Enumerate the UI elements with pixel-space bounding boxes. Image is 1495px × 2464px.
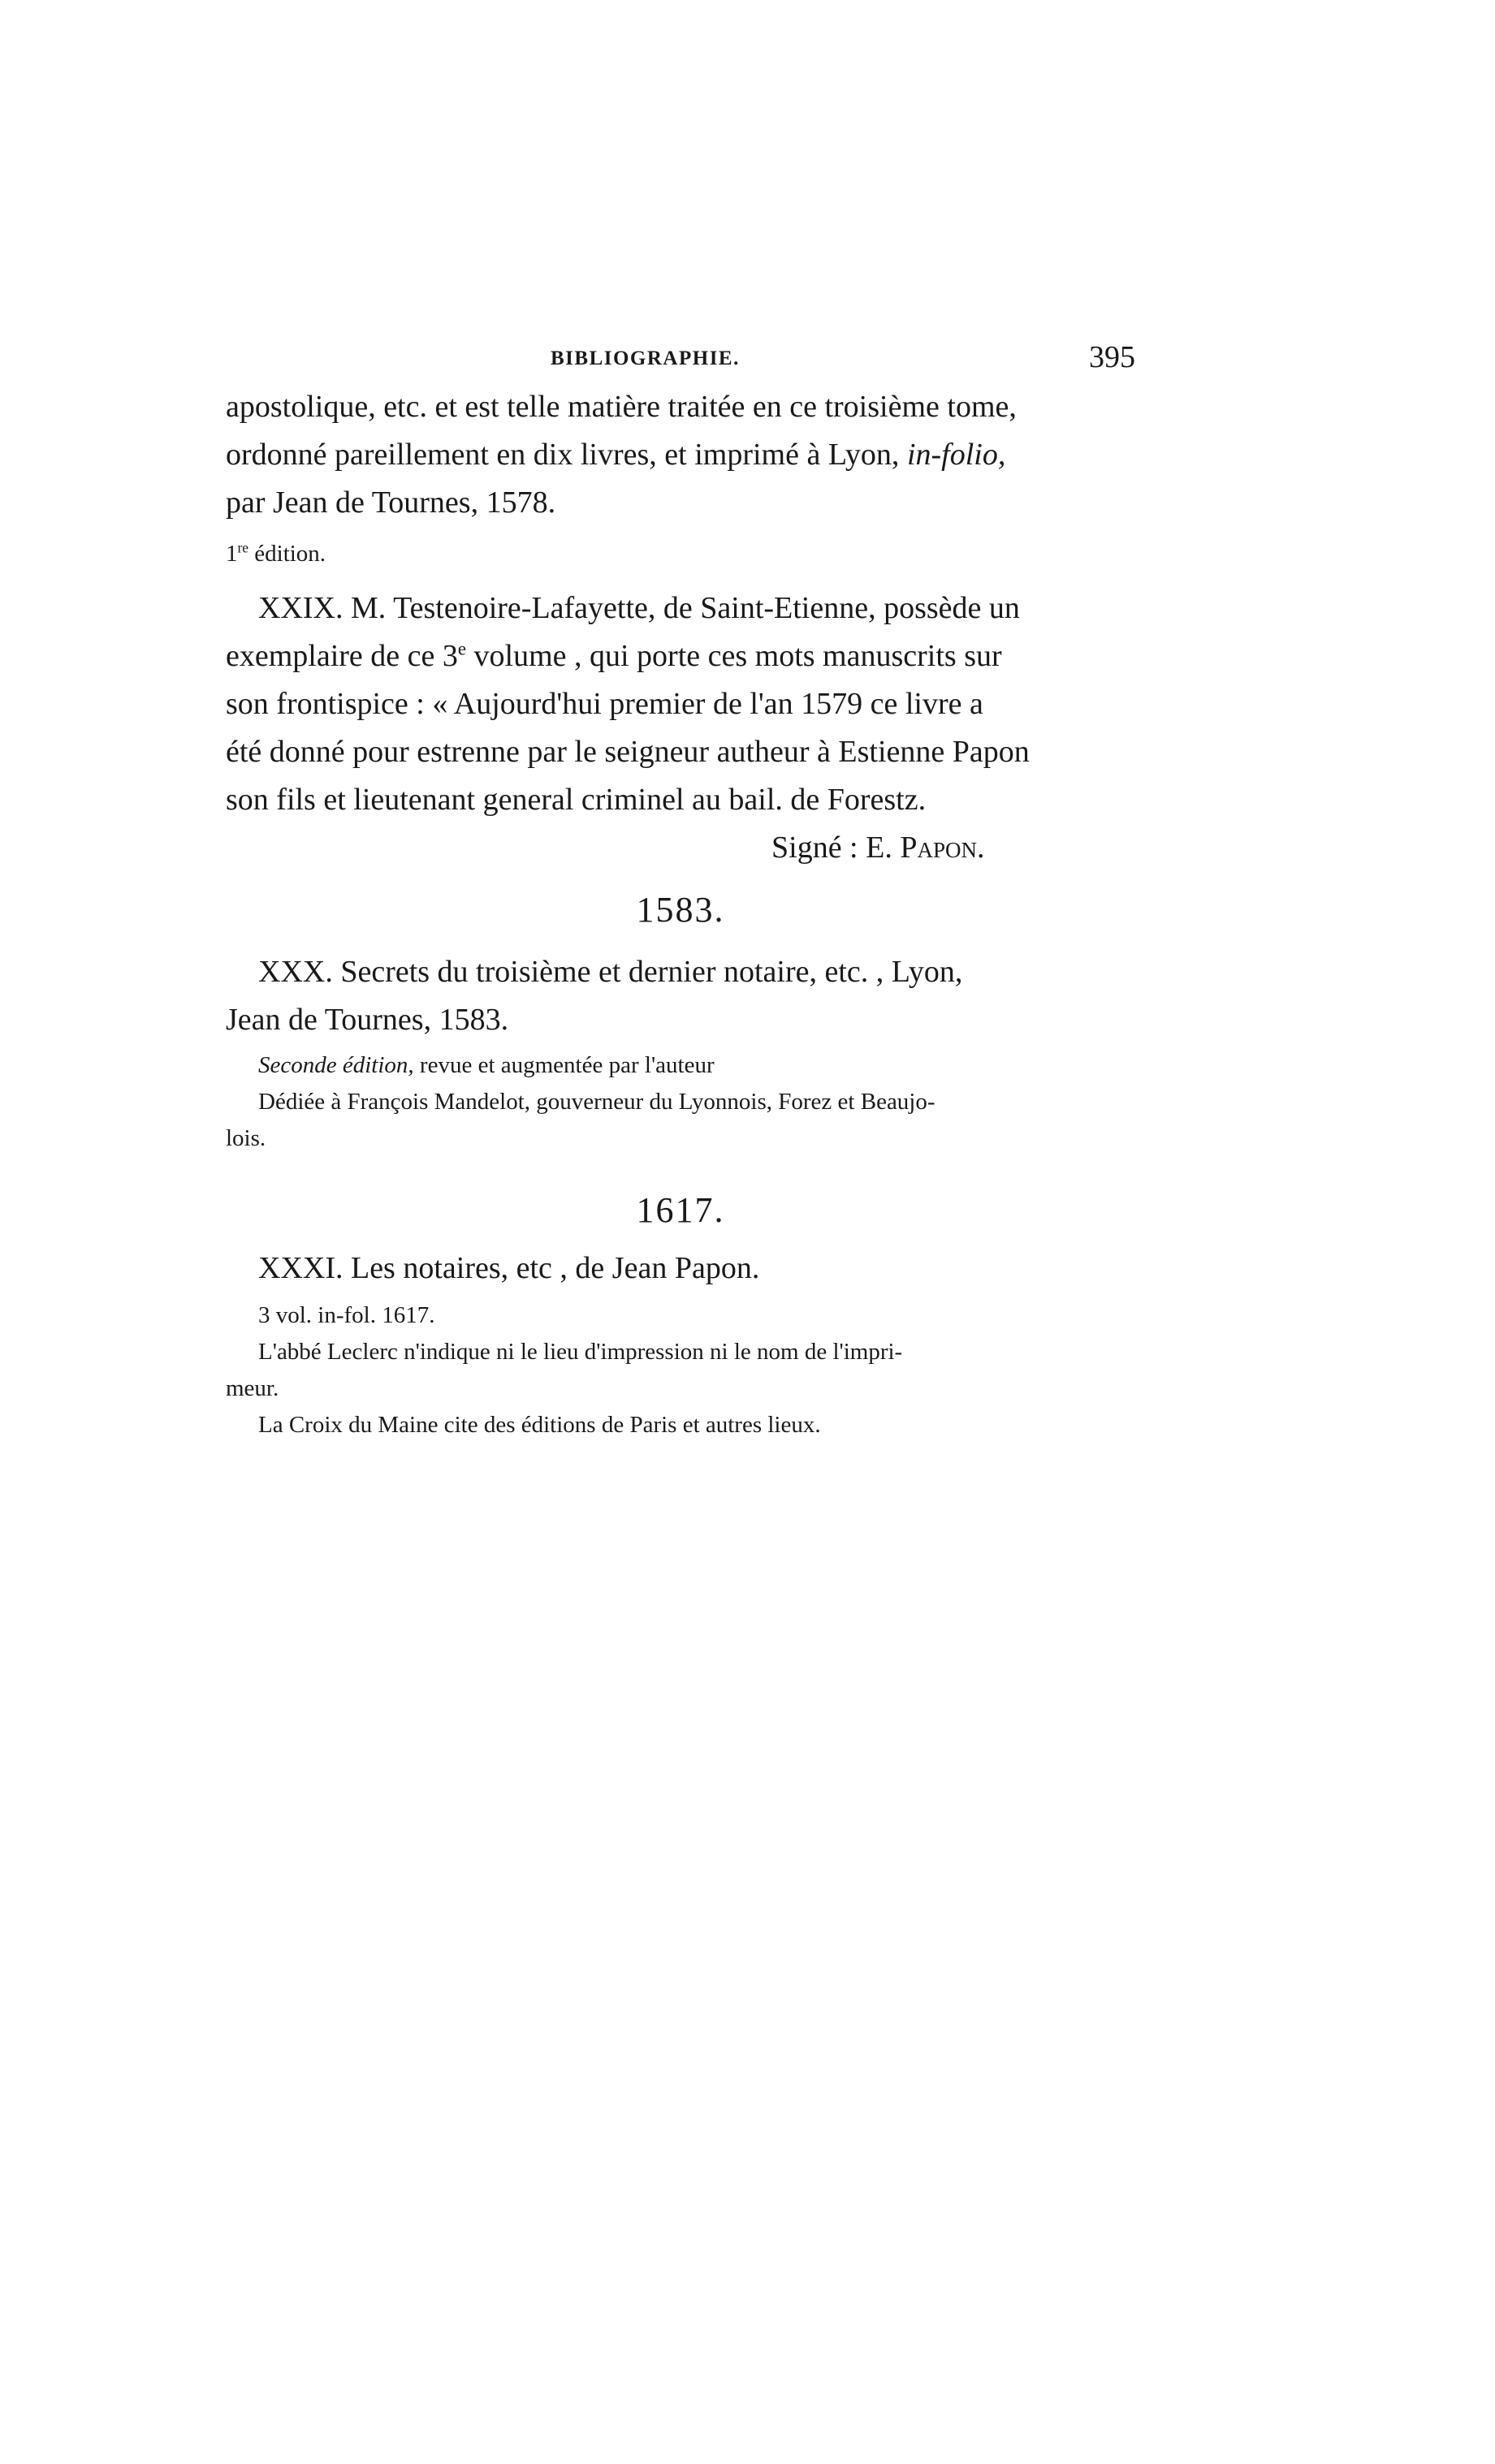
running-head: BIBLIOGRAPHIE. <box>551 347 740 369</box>
text-line: son frontispice : « Aujourd'hui premier de l'an 1579 ce livre a <box>226 687 983 721</box>
page-number: 395 <box>1089 340 1135 374</box>
text-line: XXX. Secrets du troisième et dernier notaire, etc. , Lyon, <box>258 955 963 989</box>
text-line <box>226 431 1135 479</box>
year-heading-1617: 1617. <box>636 1190 725 1230</box>
signature-line <box>771 830 984 865</box>
entry-xxviii-text <box>226 383 1135 527</box>
text-line: apostolique, etc. et est telle matière traitée en ce troisième tome, <box>226 390 1017 424</box>
text-line <box>226 632 1135 680</box>
note-line: meur. <box>226 1375 279 1401</box>
edition-number: 1 <box>226 541 238 567</box>
text-line: été donné pour estrenne par le seigneur autheur à Estienne Papon <box>226 735 1030 769</box>
text-line: Jean de Tournes, 1583. <box>226 1003 509 1037</box>
italic-span: Seconde édition, <box>258 1052 414 1078</box>
signature-prefix: Signé : E. <box>771 831 901 865</box>
entry-xxx-notes <box>226 1047 1135 1157</box>
edition-superscript: re <box>237 539 249 556</box>
entry-xxxi-notes <box>226 1297 1135 1443</box>
note-line: Dédiée à François Mandelot, gouverneur du Lyonnois, Forez et Beaujo- <box>258 1089 935 1115</box>
text-line: XXIX. M. Testenoire-Lafayette, de Saint-Etienne, possède un <box>258 591 1020 625</box>
edition-label: édition. <box>248 541 326 567</box>
text-line: son fils et lieutenant general criminel au bail. de Forestz. <box>226 783 927 817</box>
note-line: 3 vol. in-fol. 1617. <box>258 1302 435 1328</box>
entry-xxx-text <box>226 948 1135 1044</box>
note-line <box>226 1047 1135 1084</box>
text-line: XXXI. Les notaires, etc , de Jean Papon. <box>258 1251 760 1285</box>
entry-xxxi-text <box>226 1245 1135 1292</box>
text-line: par Jean de Tournes, 1578. <box>226 485 556 520</box>
edition-note <box>226 536 1135 572</box>
year-heading-1583: 1583. <box>636 890 725 930</box>
note-line: lois. <box>226 1125 266 1151</box>
entry-xxix-text <box>226 585 1135 824</box>
superscript: e <box>457 638 467 659</box>
note-line: L'abbé Leclerc n'indique ni le lieu d'impression ni le nom de l'impri- <box>258 1339 903 1365</box>
italic-span: in-folio, <box>906 438 1006 472</box>
page-header <box>226 339 1135 380</box>
text-span: exemplaire de ce 3 <box>226 639 458 673</box>
text-span: ordonné pareillement en dix livres, et imprimé à Lyon, <box>226 438 907 472</box>
text-span: revue et augmentée par l'auteur <box>413 1052 715 1078</box>
signature-name: Papon. <box>900 831 985 865</box>
text-span: volume , qui porte ces mots manuscrits sur <box>466 639 1002 673</box>
note-line: La Croix du Maine cite des éditions de Paris et autres lieux. <box>258 1412 821 1438</box>
